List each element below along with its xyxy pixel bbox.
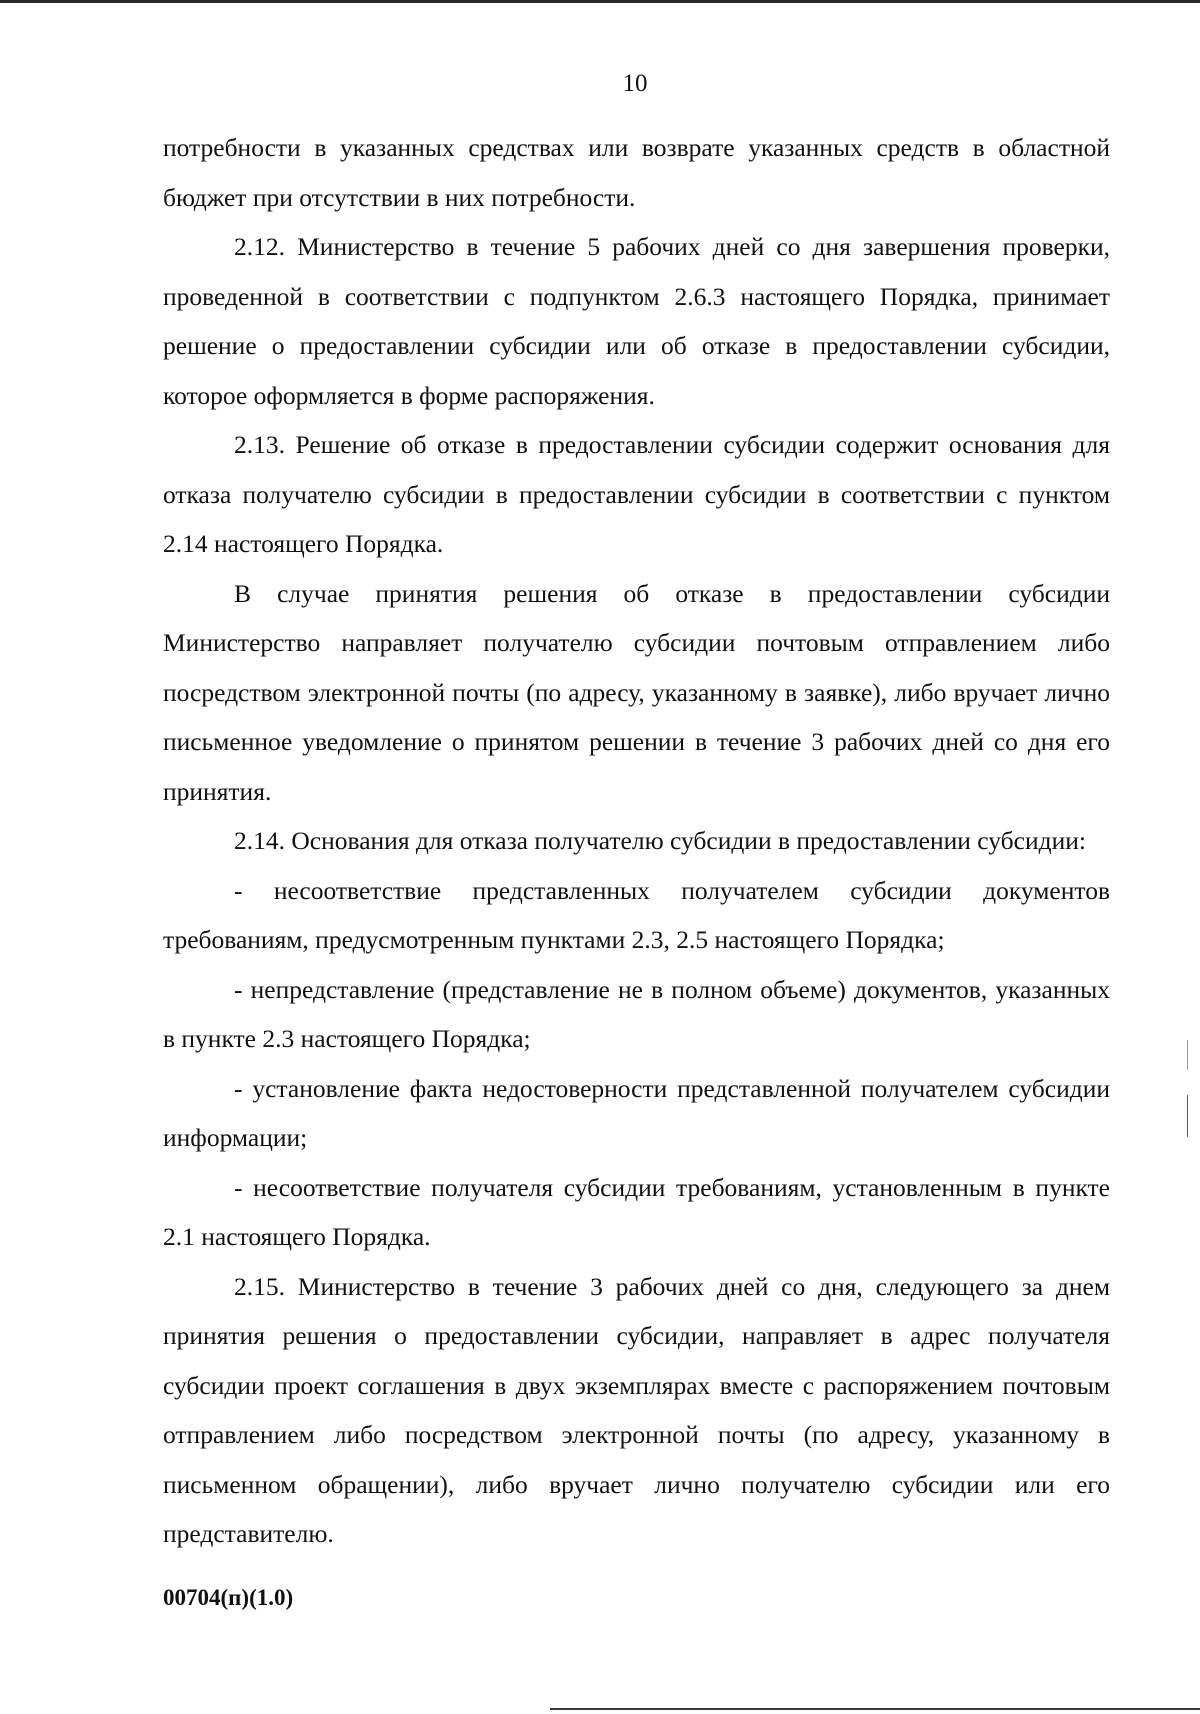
list-item-recipient-mismatch: - несоответствие получателя субсидии требованиям, установленным в пункте 2.1 настоящего Порядка. [163, 1172, 1110, 1251]
scan-edge-mark [1187, 1040, 1188, 1070]
list-item-documents-mismatch: - несоответствие представленных получателем субсидии документов требованиям, предусмотренным пунктами 2.3, 2.5 настоящего Порядка; [163, 875, 1110, 954]
page-number: 10 [622, 70, 648, 97]
paragraph-2-12: 2.12. Министерство в течение 5 рабочих дней со дня завершения проверки, проведенной в соответствии с подпунктом 2.6.3 настоящего Порядка, принимает решение о предоставлении субсидии или об отказе в предоставлении субсидии, которое оформляется в форме распоряжения. [163, 232, 1110, 410]
paragraph-continuation: потребности в указанных средствах или возврате указанных средств в областной бюджет при отсутствии в них потребности. [163, 133, 1110, 212]
paragraph-2-13: 2.13. Решение об отказе в предоставлении субсидии содержит основания для отказа получателю субсидии в предоставлении субсидии в соответствии с пунктом 2.14 настоящего Порядка. [163, 430, 1110, 558]
list-item-false-information: - установление факта недостоверности представленной получателем субсидии информации; [163, 1073, 1110, 1152]
paragraph-refusal-notice: В случае принятия решения об отказе в предоставлении субсидии Министерство направляет получателю субсидии почтовым отправлением либо посредством электронной почты (по адресу, указанному в заявке), либо вручает лично письменное уведомление о принятом решении в течение 3 рабочих дней со дня его принятия. [163, 578, 1110, 806]
paragraph-2-15: 2.15. Министерство в течение 3 рабочих дней со дня, следующего за днем принятия решения о предоставлении субсидии, направляет в адрес получателя субсидии проект соглашения в двух экземплярах вместе с распоряжением почтовым отправлением либо посредством электронной почты (по адресу, указанному в письменном обращении), либо вручает лично получателю субсидии или его представителю. [163, 1271, 1110, 1548]
scan-top-border [0, 0, 1200, 3]
paragraph-2-14: 2.14. Основания для отказа получателю субсидии в предоставлении субсидии: [234, 826, 1086, 855]
scan-edge-mark [1187, 1095, 1188, 1137]
document-body [163, 123, 1110, 1559]
document-code: 00704(п)(1.0) [163, 1585, 294, 1610]
scan-bottom-border [550, 1708, 1200, 1710]
list-item-documents-missing: - непредставление (представление не в полном объеме) документов, указанных в пункте 2.3 настоящего Порядка; [163, 974, 1110, 1053]
